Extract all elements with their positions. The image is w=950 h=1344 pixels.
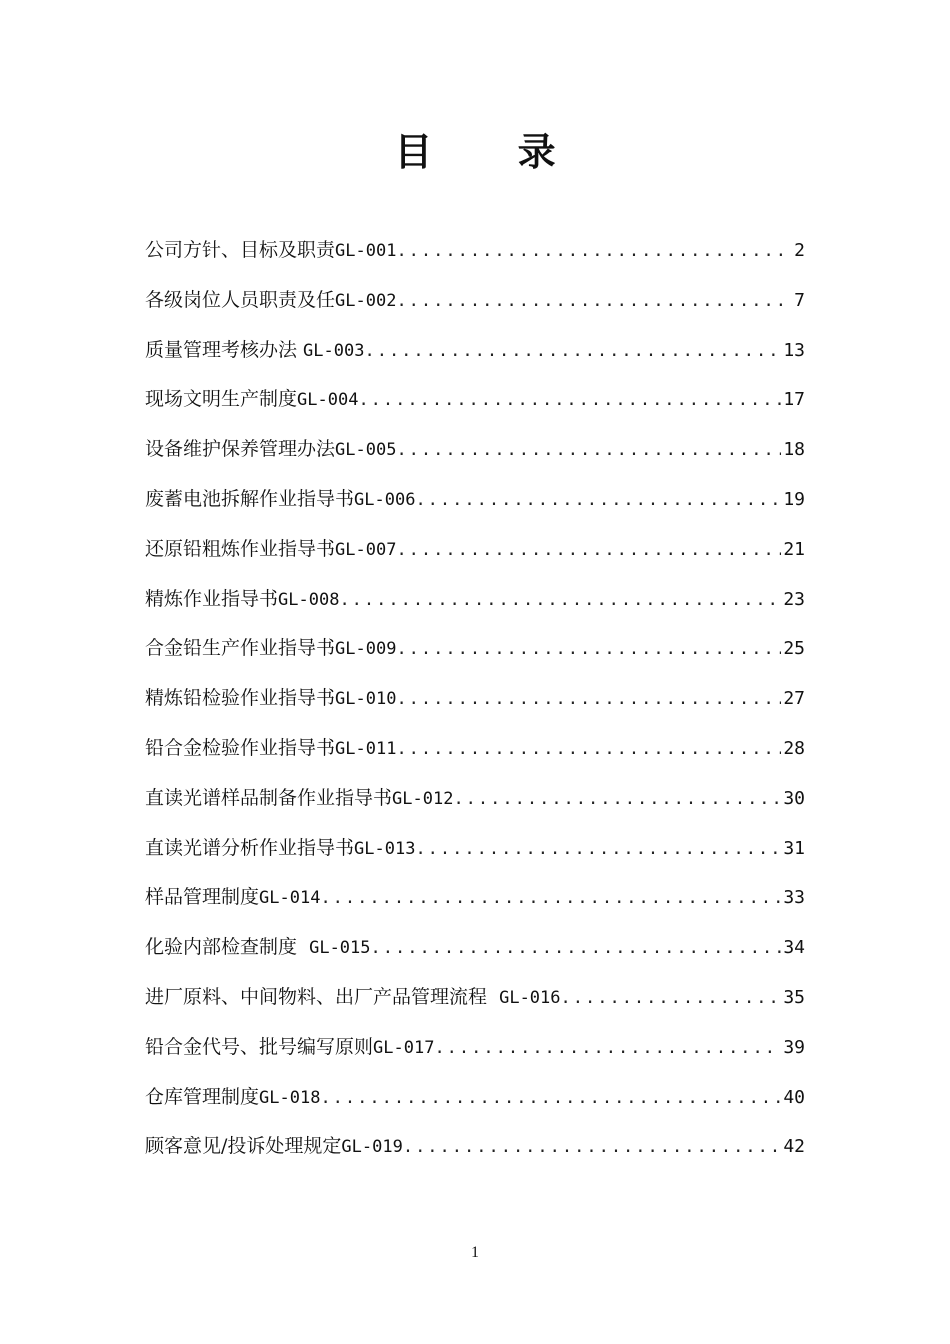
toc-entry-code: GL-019 (341, 1137, 403, 1158)
toc-entry-page: 21 (783, 538, 805, 560)
toc-entry-code: GL-018 (259, 1087, 321, 1108)
toc-entry-page: 27 (783, 688, 805, 710)
toc-entry-title: 顾客意见/投诉处理规定 (145, 1135, 342, 1158)
toc-entry-title: 设备维护保养管理办法 (145, 438, 336, 461)
toc-dot-leader (396, 432, 781, 468)
toc-entry-title: 还原铅粗炼作业指导书 (145, 537, 336, 560)
toc-entry-code: GL-007 (335, 539, 397, 560)
toc-entry-page: 28 (783, 737, 805, 759)
toc-entry-title: 铅合金代号、批号编写原则 (145, 1035, 374, 1058)
toc-entry-title: 样品管理制度 (145, 886, 260, 909)
toc-entry-code: GL-003 (303, 340, 365, 361)
table-of-contents (145, 232, 805, 1178)
toc-dot-leader (396, 731, 781, 767)
toc-entry-page: 33 (783, 887, 805, 909)
toc-entry-page: 23 (783, 588, 805, 610)
toc-entry-page: 17 (783, 389, 805, 411)
toc-entry[interactable] (145, 282, 805, 332)
toc-entry[interactable] (145, 1128, 805, 1178)
toc-entry[interactable] (145, 332, 805, 382)
toc-entry-title: 现场文明生产制度 (145, 388, 298, 411)
toc-entry-code: GL-014 (259, 888, 321, 909)
toc-entry-code: GL-005 (335, 440, 397, 461)
toc-entry-code: GL-008 (278, 589, 340, 610)
toc-dot-leader (415, 482, 781, 518)
toc-entry[interactable] (145, 1079, 805, 1129)
toc-entry-page: 31 (783, 837, 805, 859)
toc-dot-leader (403, 1129, 781, 1165)
toc-entry-page: 25 (783, 638, 805, 660)
toc-entry-code: GL-012 (392, 788, 454, 809)
toc-dot-leader (415, 831, 781, 867)
page-number: 1 (471, 1244, 479, 1261)
toc-entry[interactable] (145, 531, 805, 581)
toc-dot-leader (396, 631, 781, 667)
toc-entry-code: GL-001 (335, 241, 397, 261)
toc-entry-page: 13 (783, 339, 805, 361)
toc-entry[interactable] (145, 979, 805, 1029)
toc-entry-title: 直读光谱样品制备作业指导书 (145, 786, 393, 809)
toc-entry-title: 仓库管理制度 (145, 1085, 260, 1108)
toc-entry-code: GL-013 (354, 838, 416, 859)
toc-dot-leader (320, 880, 781, 916)
toc-dot-leader (396, 532, 781, 568)
toc-entry-code: GL-002 (335, 290, 397, 311)
toc-entry-title: 精炼作业指导书 (145, 587, 279, 610)
toc-entry[interactable] (145, 232, 805, 282)
toc-entry-code: GL-017 (373, 1037, 435, 1058)
toc-entry-code: GL-010 (335, 689, 397, 710)
toc-entry-code: GL-009 (335, 639, 397, 660)
toc-entry-code: GL-011 (335, 738, 397, 759)
toc-entry[interactable] (145, 730, 805, 780)
toc-entry[interactable] (145, 481, 805, 531)
toc-dot-leader (453, 781, 781, 817)
toc-dot-leader (371, 930, 782, 966)
toc-entry-page: 30 (783, 787, 805, 809)
toc-entry[interactable] (145, 581, 805, 631)
toc-entry-code: GL-006 (354, 489, 416, 510)
toc-dot-leader (396, 233, 792, 269)
toc-dot-leader (561, 980, 782, 1016)
toc-entry[interactable] (145, 780, 805, 830)
toc-entry-page: 2 (794, 240, 805, 261)
toc-entry-title: 精炼铅检验作业指导书 (145, 687, 336, 710)
toc-entry-page: 42 (783, 1136, 805, 1158)
toc-entry[interactable] (145, 1029, 805, 1079)
toc-entry-title: 直读光谱分析作业指导书 (145, 836, 355, 859)
toc-entry[interactable] (145, 381, 805, 431)
toc-entry[interactable] (145, 879, 805, 929)
toc-entry-page: 34 (783, 937, 805, 959)
toc-entry-code: GL-004 (297, 390, 359, 411)
toc-entry-page: 40 (783, 1086, 805, 1108)
toc-entry-page: 7 (794, 289, 805, 311)
toc-dot-leader (396, 283, 792, 319)
toc-entry-code: GL-015 (309, 938, 371, 959)
toc-entry-page: 19 (783, 488, 805, 510)
toc-entry-title: 公司方针、目标及职责 (145, 239, 336, 261)
toc-entry[interactable] (145, 630, 805, 680)
toc-dot-leader (364, 333, 781, 369)
toc-entry-title: 铅合金检验作业指导书 (145, 736, 336, 759)
toc-dot-leader (434, 1030, 781, 1066)
toc-entry[interactable] (145, 929, 805, 979)
toc-entry-title: 质量管理考核办法 (145, 338, 304, 361)
toc-dot-leader (320, 1080, 781, 1116)
page-title: 目 录 (394, 130, 592, 174)
toc-entry[interactable] (145, 830, 805, 880)
toc-entry-code: GL-016 (499, 987, 561, 1008)
toc-entry-page: 35 (783, 986, 805, 1008)
toc-dot-leader (339, 582, 781, 618)
toc-entry-title: 各级岗位人员职责及任 (145, 288, 336, 311)
toc-entry-title: 废蓄电池拆解作业指导书 (145, 487, 355, 510)
toc-entry-title: 化验内部检查制度 (145, 936, 310, 959)
toc-entry[interactable] (145, 680, 805, 730)
toc-dot-leader (358, 382, 781, 418)
toc-dot-leader (396, 681, 781, 717)
toc-entry-page: 18 (783, 439, 805, 461)
toc-entry[interactable] (145, 431, 805, 481)
toc-entry-title: 进厂原料、中间物料、出厂产品管理流程 (145, 985, 500, 1008)
toc-entry-page: 39 (783, 1036, 805, 1058)
toc-entry-title: 合金铅生产作业指导书 (145, 637, 336, 660)
